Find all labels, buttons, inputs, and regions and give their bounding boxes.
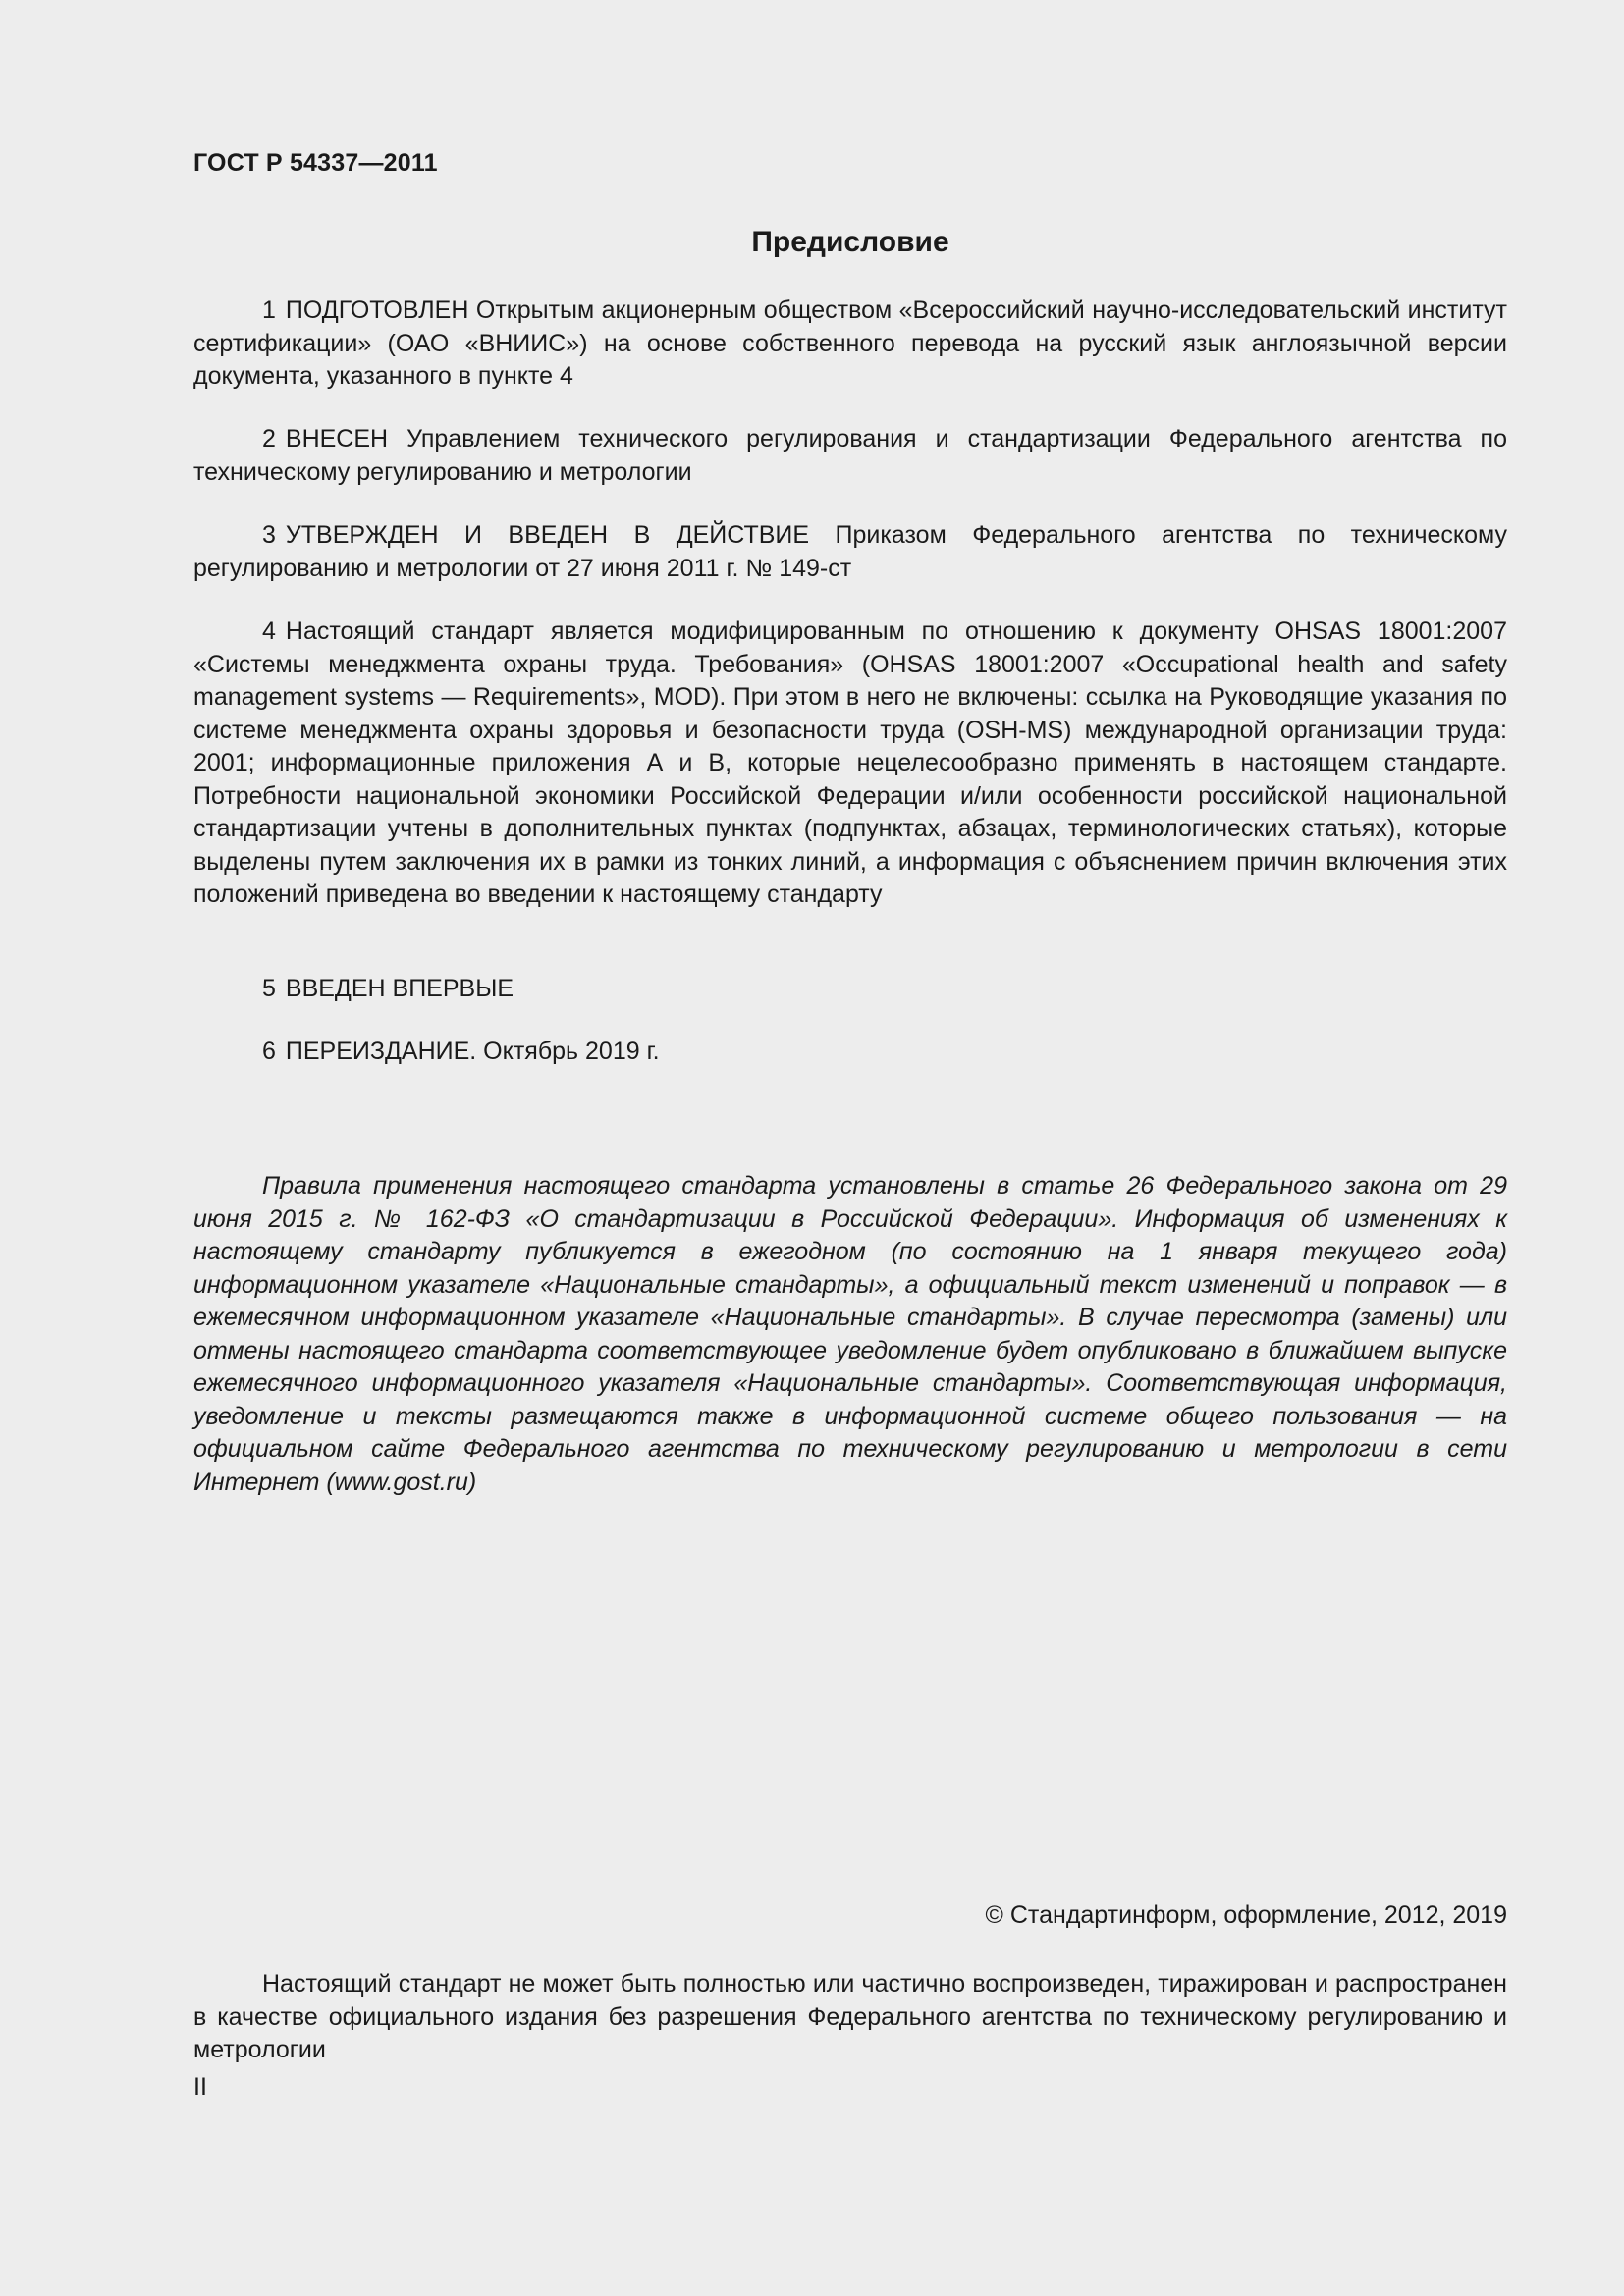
document-header-id: ГОСТ Р 54337—2011 [193,149,438,177]
foreword-item-2 [193,423,1507,489]
item-text: ВНЕСЕН Управлением технического регулирования и стандартизации Федерального агентства по техническому регулированию и метрологии [193,425,1507,486]
foreword-item-1 [193,294,1507,394]
item-text: ВВЕДЕН ВПЕРВЫЕ [285,975,514,1002]
reproduction-notice: Настоящий стандарт не может быть полностью или частично воспроизведен, тиражирован и распространен в качестве официального издания без разрешения Федерального агентства по техническому регулированию и метрологии [193,1970,1507,2063]
page-number: II [193,2073,207,2101]
foreword-item-4 [193,615,1507,912]
item-text: ПОДГОТОВЛЕН Открытым акционерным обществом «Всероссийский научно-исследовательский институт сертификации» (ОАО «ВНИИС») на основе собственного перевода на русский язык англоязычной версии документа, указанного в пункте 4 [193,296,1507,390]
item-number: 4 [262,617,276,645]
item-number: 5 [262,975,276,1002]
item-number: 2 [262,425,276,453]
item-number: 3 [262,521,276,549]
item-text: Настоящий стандарт является модифицированным по отношению к документу OHSAS 18001:2007 «Системы менеджмента охраны труда. Требования» (OHSAS 18001:2007 «Occupational health and safety management systems — Requirements», MOD). При этом в него не включены: ссылка на Руководящие указания по системе менеджмента охраны здоровья и безопасности труда (OSH-MS) международной организации труда: 2001; информационные приложения А и В, которые нецелесообразно применять в настоящем стандарте. Потребности национальной экономики Российской Федерации и/или особенности российской национальной стандартизации учтены в дополнительных пунктах (подпунктах, абзацах, терминологических статьях), которые выделены путем заключения их в рамки из тонких линий, а информация с объяснением причин включения этих положений приведена во введении к настоящему стандарту [193,617,1507,908]
foreword-item-3 [193,519,1507,585]
rules-note: Правила применения настоящего стандарта установлены в статье 26 Федерального закона от 29 июня 2015 г. № 162-ФЗ «О стандартизации в Российской Федерации». Информация об изменениях к настоящему стандарту публикуется в ежегодном (по состоянию на 1 января текущего года) информационном указателе «Национальные стандарты», а официальный текст изменений и поправок — в ежемесячном информационном указателе «Национальные стандарты». В случае пересмотра (замены) или отмены настоящего стандарта соответствующее уведомление будет опубликовано в ближайшем выпуске ежемесячного информационного указателя «Национальные стандарты». Соответствующая информация, уведомление и тексты размещаются также в информационной системе общего пользования — на официальном сайте Федерального агентства по техническому регулированию и метрологии в сети Интернет (www.gost.ru) [193,1172,1507,1496]
page-title: Предисловие [751,226,949,258]
item-number: 6 [262,1038,276,1065]
foreword-item-6 [193,1036,1507,1069]
foreword-item-5 [193,973,1507,1006]
item-text: УТВЕРЖДЕН И ВВЕДЕН В ДЕЙСТВИЕ Приказом Федерального агентства по техническому регулированию и метрологии от 27 июня 2011 г. № 149-ст [193,521,1507,582]
item-number: 1 [262,296,276,324]
item-text: ПЕРЕИЗДАНИЕ. Октябрь 2019 г. [285,1038,660,1065]
copyright-line: © Стандартинформ, оформление, 2012, 2019 [985,1901,1507,1929]
